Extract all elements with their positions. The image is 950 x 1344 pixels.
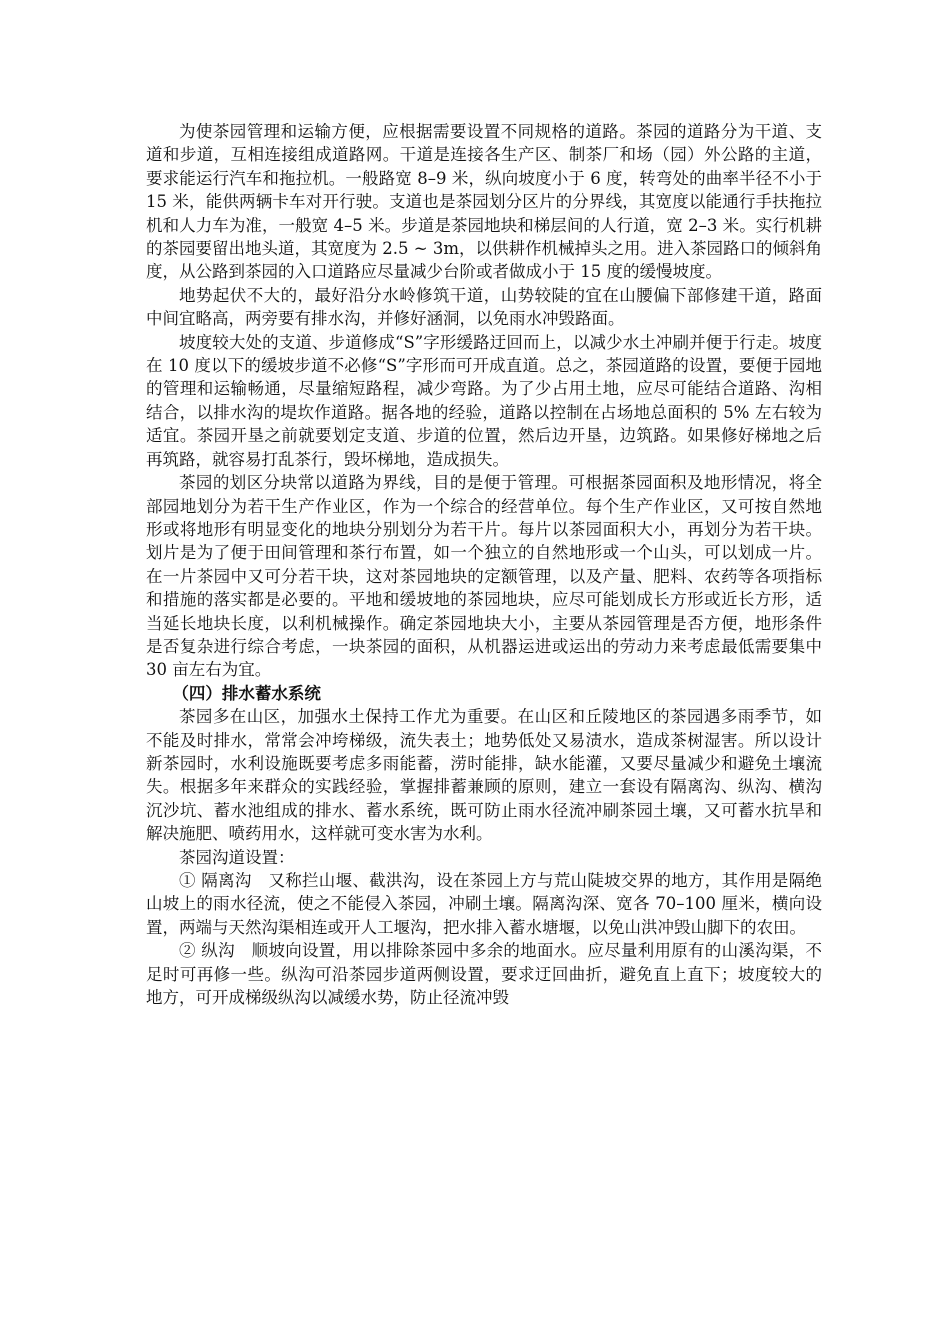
paragraph-road-planning: 为使茶园管理和运输方便，应根据需要设置不同规格的道路。茶园的道路分为干道、支道和步道，互相连接组成道路网。干道是连接各生产区、制茶厂和场（园）外公路的主道，要求能运行汽车和拖拉机。一般路宽 8–9 米，纵向坡度小于 6 度，转弯处的曲率半径不小于 15 米，能供两辆卡车对开行驶。支道也是茶园划分区片的分界线，其宽度以能通行手扶拖拉机和人力车为准，一般宽 4–5 米。步道是茶园地块和梯层间的人行道，宽 2–3 米。实行机耕的茶园要留出地头道，其宽度为 2.5 ~ 3m，以供耕作机械掉头之用。进入茶园路口的倾斜角度，从公路到茶园的入口道路应尽量减少台阶或者做成小于 15 度的缓慢坡度。 xyxy=(146,122,822,282)
section-heading: （四）排水蓄水系统 xyxy=(172,683,321,703)
document-body xyxy=(146,120,822,1009)
paragraph-main-road-construction: 地势起伏不大的，最好沿分水岭修筑干道，山势较陡的宜在山腰偏下部修建干道，路面中间宜略高，两旁要有排水沟，并修好涵洞，以免雨水冲毁路面。 xyxy=(146,285,822,329)
paragraph-zoning-plots: 茶园的划区分块常以道路为界线，目的是便于管理。可根据茶园面积及地形情况，将全部园地划分为若干生产作业区，作为一个综合的经营单位。每个生产作业区，又可按自然地形或将地形有明显变化的地块分别划分为若干片。每片以茶园面积大小，再划分为若干块。划片是为了便于田间管理和茶行布置，如一个独立的自然地形或一个山头，可以划成一片。在一片茶园中又可分若干块，这对茶园地块的定额管理，以及产量、肥料、农药等各项指标和措施的落实都是必要的。平地和缓坡地的茶园地块，应尽可能划成长方形或近长方形，适当延长地块长度，以利机械操作。确定茶园地块大小，主要从茶园管理是否方便，地形条件是否复杂进行综合考虑，一块茶园的面积，从机器运进或运出的劳动力来考虑最低需要集中 30 亩左右为宜。 xyxy=(146,473,822,680)
paragraph-isolation-ditch: ① 隔离沟 又称拦山堰、截洪沟，设在茶园上方与荒山陡坡交界的地方，其作用是隔绝山坡上的雨水径流，使之不能侵入茶园，冲刷土壤。隔离沟深、宽各 70–100 厘米，横向设置，两端与天然沟渠相连或开人工堰沟，把水排入蓄水塘堰，以免山洪冲毁山脚下的农田。 xyxy=(146,871,822,937)
paragraph-vertical-ditch: ② 纵沟 顺坡向设置，用以排除茶园中多余的地面水。应尽量利用原有的山溪沟渠，不足时可再修一些。纵沟可沿茶园步道两侧设置，要求迂回曲折，避免直上直下；坡度较大的地方，可开成梯级纵沟以减缓水势，防止径流冲毁 xyxy=(146,941,822,1008)
paragraph-ditch-setup: 茶园沟道设置： xyxy=(179,847,295,867)
paragraph-s-shaped-paths: 坡度较大处的支道、步道修成“S”字形缓路迂回而上，以减少水土冲刷并便于行走。坡度在 10 度以下的缓坡步道不必修“S”字形而可开成直道。总之，茶园道路的设置，要便于园地的管理和运输畅通，尽量缩短路程，减少弯路。为了少占用土地，应尽可能结合道路、沟相结合，以排水沟的堤坎作道路。据各地的经验，道路以控制在占场地总面积的 5% 左右较为适宜。茶园开垦之前就要划定支道、步道的位置，然后边开垦，边筑路。如果修好梯地之后再筑路，就容易打乱茶行，毁坏梯地，造成损失。 xyxy=(146,332,822,469)
paragraph-drainage-intro: 茶园多在山区，加强水土保持工作尤为重要。在山区和丘陵地区的茶园遇多雨季节，如不能及时排水，常常会冲垮梯级，流失表土；地势低处又易渍水，造成茶树湿害。所以设计新茶园时，水利设施既要考虑多雨能蓄，涝时能排，缺水能灌，又要尽量减少和避免土壤流失。根据多年来群众的实践经验，掌握排蓄兼顾的原则，建立一套设有隔离沟、纵沟、横沟沉沙坑、蓄水池组成的排水、蓄水系统，既可防止雨水径流冲刷茶园土壤，又可蓄水抗旱和解决施肥、喷药用水，这样就可变水害为水利。 xyxy=(146,707,822,844)
